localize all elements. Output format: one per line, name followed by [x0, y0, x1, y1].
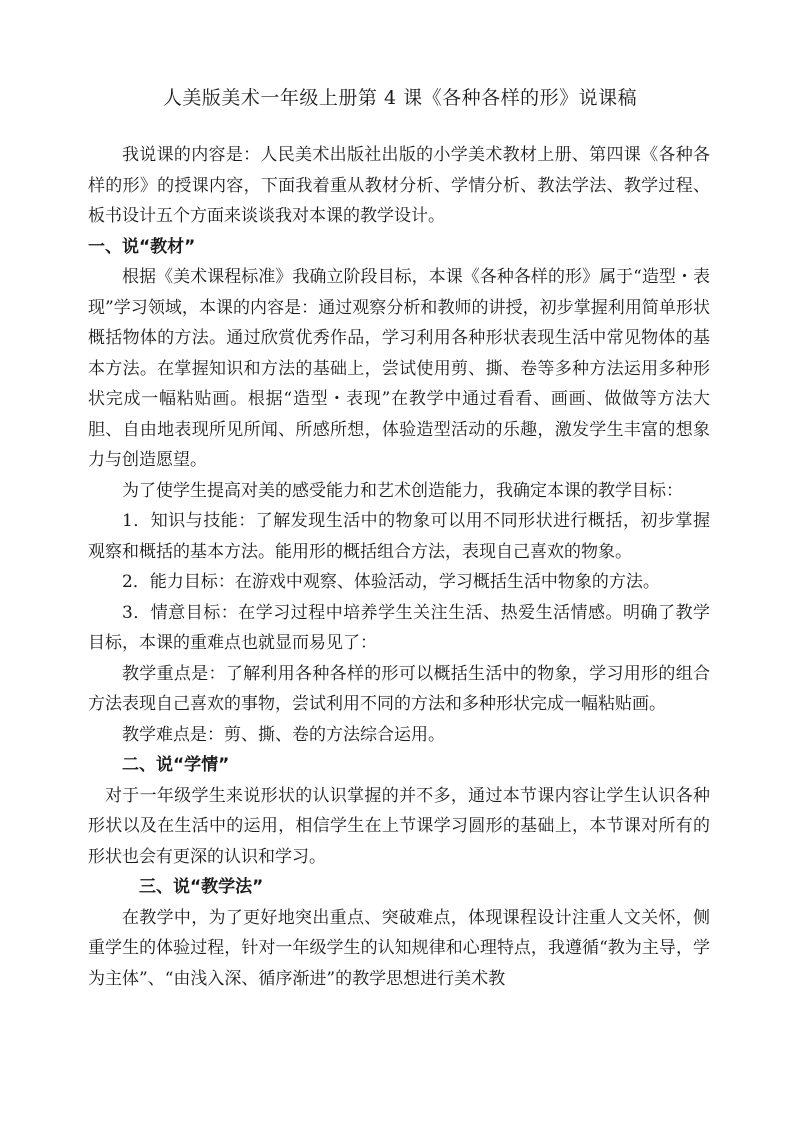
textbook-paragraph: 根据《美术课程标准》我确立阶段目标，本课《各种各样的形》属于“造型・表现”学习领域，本课的内容是：通过观察分析和教师的讲授，初步掌握利用简单形状概括物体的方法。通过欣赏优秀作品，学习利用各种形状表现生活中常见物体的基本方法。在掌握知识和方法的基础上，尝试使用剪、撕、卷等多种方法运用多种形状完成一幅粘贴画。根据“造型・表现”在教学中通过看看、画画、做做等方法大胆、自由地表现所见所闻、所感所想，体验造型活动的乐趣，激发学生丰富的想象力与创造愿望。: [88, 267, 710, 470]
document-title: 人美版美术一年级上册第 4 课《各种各样的形》说课稿: [162, 87, 638, 109]
section-heading-teaching-method: 三、说“教学法”: [139, 877, 264, 897]
section-heading-textbook: 一、说“教材”: [88, 236, 196, 257]
students-paragraph: 对于一年级学生来说形状的认识掌握的并不多，通过本节课内容让学生认识各种形状以及在生活中的运用，相信学生在上节课学习圆形的基础上，本节课对所有的形状也会有更深的认识和学习。: [88, 785, 710, 867]
section-heading-students: 二、说“学情”: [122, 755, 230, 775]
intro-paragraph: 我说课的内容是：人民美术出版社出版的小学美术教材上册、第四课《各种各样的形》的授课内容，下面我着重从教材分析、学情分析、教法学法、教学过程、板书设计五个方面来谈谈我对本课的教学设计。: [88, 145, 710, 226]
goals-intro-paragraph: 为了使学生提高对美的感受能力和艺术创造能力，我确定本课的教学目标：: [122, 480, 683, 501]
difficult-point-paragraph: 教学难点是：剪、撕、卷的方法综合运用。: [122, 724, 445, 745]
document-body: [88, 140, 710, 994]
goal-knowledge-skills: 1．知识与技能：了解发现生活中的物象可以用不同形状进行概括，初步掌握观察和概括的基本方法。能用形的概括组合方法，表现自己喜欢的物象。: [88, 511, 710, 562]
goal-ability: 2．能力目标：在游戏中观察、体验活动，学习概括生活中物象的方法。: [122, 572, 660, 592]
goal-emotion: 3．情意目标：在学习过程中培养学生关注生活、热爱生活情感。明确了教学目标，本课的重难点也就显而易见了：: [88, 602, 710, 653]
teaching-method-paragraph: 在教学中，为了更好地突出重点、突破难点，体现课程设计注重人文关怀，侧重学生的体验过程，针对一年级学生的认知规律和心理特点，我遵循“教为主导，学为主体”、“由浅入深、循序渐进”的教学思想进行美术教: [88, 907, 710, 989]
key-point-paragraph: 教学重点是：了解利用各种各样的形可以概括生活中的物象，学习用形的组合方法表现自己喜欢的事物，尝试利用不同的方法和多种形状完成一幅粘贴画。: [88, 663, 710, 714]
